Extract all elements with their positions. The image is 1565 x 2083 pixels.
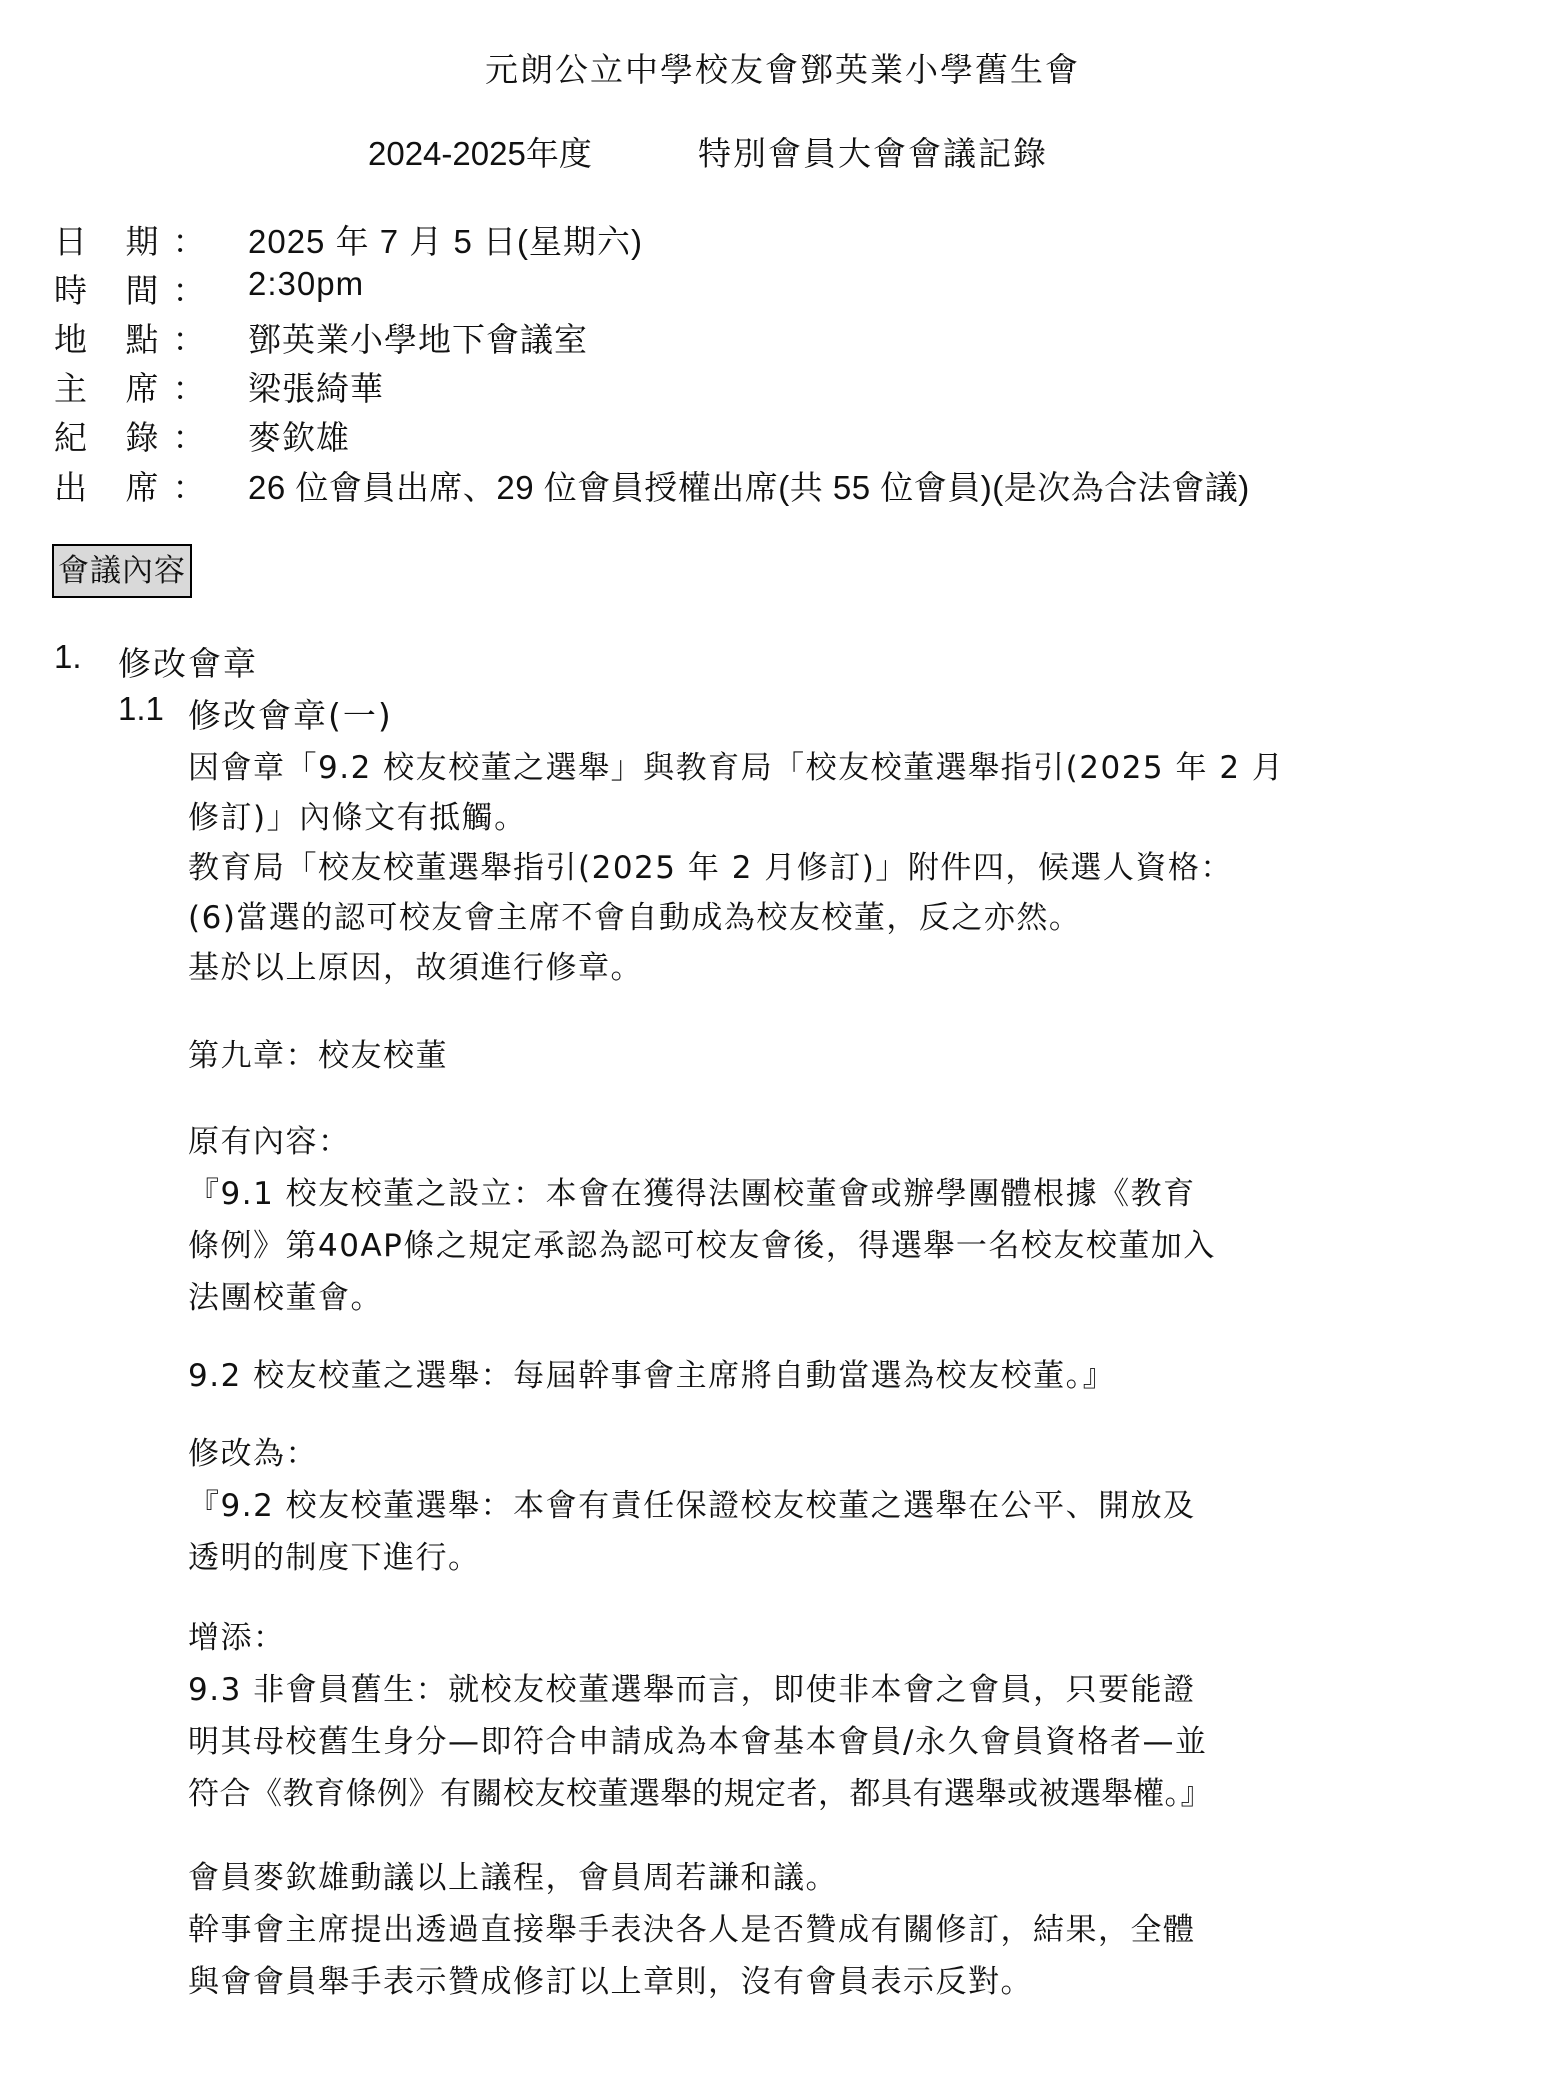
amended-clause-line: 『9.2 校友校董選舉：本會有責任保證校友校董之選舉在公平、開放及 — [188, 1488, 1196, 1524]
body-line: 因會章「9.2 校友校董之選舉」與教育局「校友校董選舉指引(2025 年 2 月 — [188, 750, 1285, 786]
recorder-value: 麥欽雄 — [248, 418, 350, 457]
original-clause-line: 條例》第40AP條之規定承認為認可校友會後，得選舉一名校友校董加入 — [188, 1228, 1216, 1264]
added-clause-line: 符合《教育條例》有關校友校董選舉的規定者，都具有選舉或被選舉權。』 — [188, 1776, 1212, 1812]
amended-clause-line: 透明的制度下進行。 — [188, 1540, 481, 1576]
addition-label: 增添： — [188, 1620, 286, 1656]
added-clause-line: 9.3 非會員舊生：就校友校董選舉而言，即使非本會之會員，只要能證 — [188, 1672, 1196, 1708]
recorder-label: 紀 錄： — [54, 418, 220, 457]
time-value: 2:30pm — [248, 265, 365, 302]
resolution-line: 與會會員舉手表示贊成修訂以上章則，沒有會員表示反對。 — [188, 1964, 1033, 2000]
body-line: 教育局「校友校董選舉指引(2025 年 2 月修訂)」附件四，候選人資格： — [188, 850, 1233, 886]
chapter-heading: 第九章：校友校董 — [188, 1038, 448, 1074]
chair-label: 主 席： — [54, 369, 220, 408]
original-content-label: 原有內容： — [188, 1124, 351, 1160]
section-heading: 會議內容 — [52, 544, 192, 598]
item-number: 1. — [54, 638, 82, 675]
body-line: (6)當選的認可校友會主席不會自動成為校友校董，反之亦然。 — [188, 900, 1082, 936]
subitem-number: 1.1 — [118, 690, 164, 727]
attendance-label: 出 席： — [54, 468, 220, 507]
subitem-title: 修改會章(一) — [188, 696, 393, 735]
amended-label: 修改為： — [188, 1436, 318, 1472]
date-value: 2025 年 7 月 5 日(星期六) — [248, 223, 643, 260]
date-label: 日 期： — [54, 222, 220, 261]
original-clause-line: 法團校董會。 — [188, 1280, 383, 1316]
resolution-line: 幹事會主席提出透過直接舉手表決各人是否贊成有關修訂，結果，全體 — [188, 1912, 1196, 1948]
document-subtitle: 特別會員大會會議記錄 — [698, 134, 1048, 173]
attendance-value: 26 位會員出席、29 位會員授權出席(共 55 位會員)(是次為合法會議) — [248, 469, 1250, 506]
body-line: 修訂)」內條文有抵觸。 — [188, 800, 527, 836]
original-clause-line: 『9.1 校友校董之設立：本會在獲得法團校董會或辦學團體根據《教育 — [188, 1176, 1196, 1212]
venue-value: 鄧英業小學地下會議室 — [248, 320, 588, 359]
document-year: 2024-2025年度 — [368, 135, 592, 172]
document-title: 元朗公立中學校友會鄧英業小學舊生會 — [485, 50, 1080, 89]
motion-line: 會員麥欽雄動議以上議程，會員周若謙和議。 — [188, 1860, 838, 1896]
body-line: 基於以上原因，故須進行修章。 — [188, 950, 643, 986]
chair-value: 梁張綺華 — [248, 369, 384, 408]
added-clause-line: 明其母校舊生身分—即符合申請成為本會基本會員/永久會員資格者—並 — [188, 1724, 1208, 1760]
time-label: 時 間： — [54, 271, 220, 310]
venue-label: 地 點： — [54, 320, 220, 359]
original-clause-line: 9.2 校友校董之選舉：每屆幹事會主席將自動當選為校友校董。』 — [188, 1358, 1116, 1394]
item-title: 修改會章 — [118, 644, 258, 683]
